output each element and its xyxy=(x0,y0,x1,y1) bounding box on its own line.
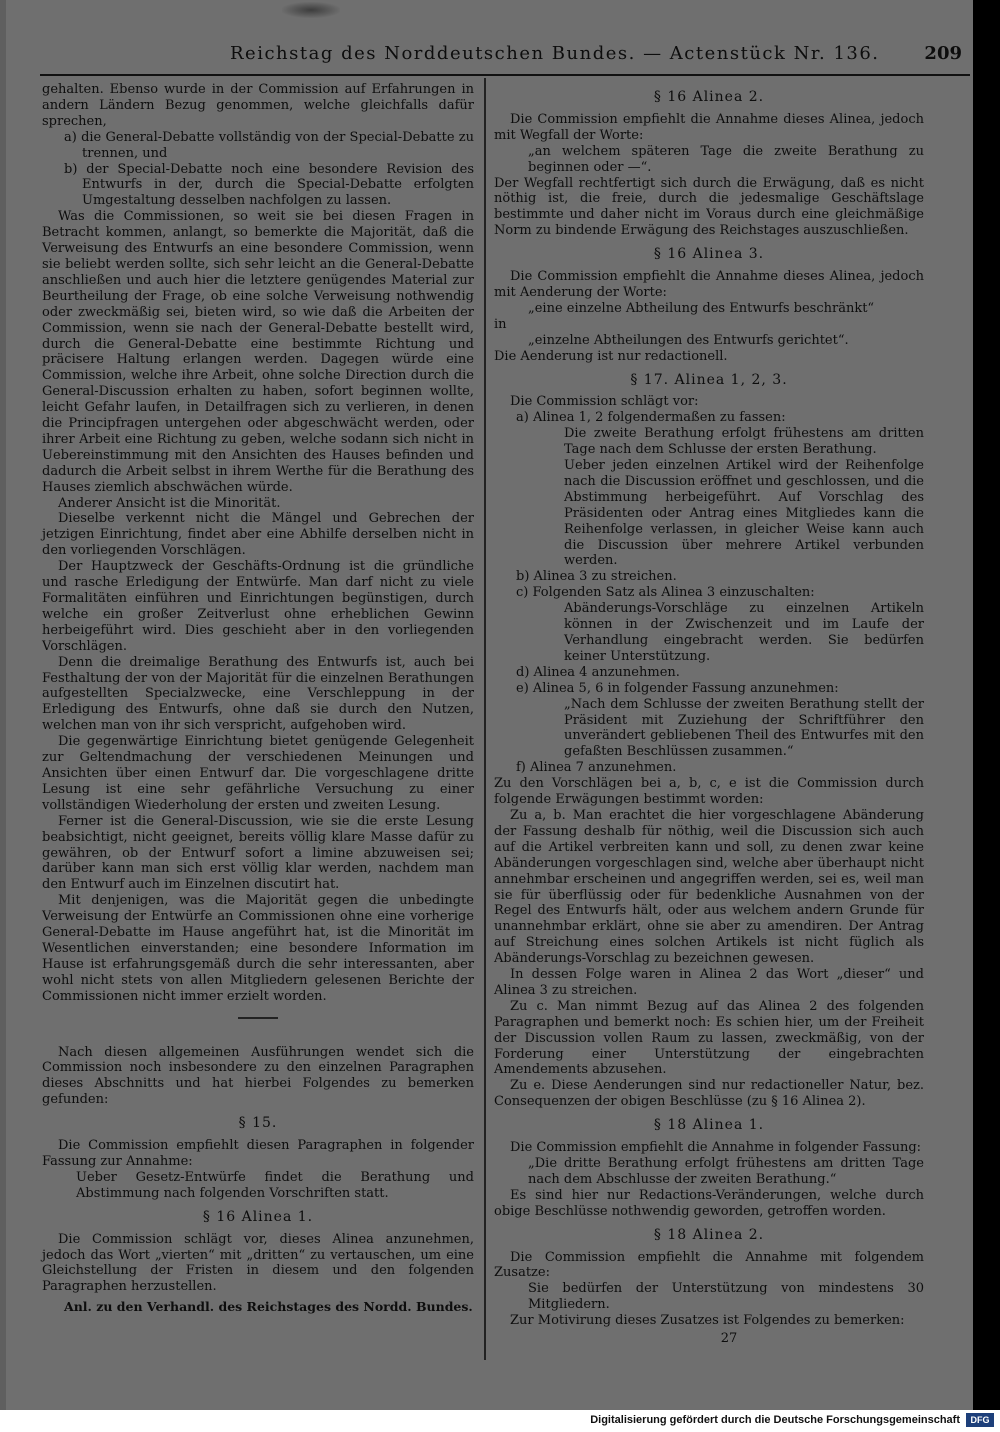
paragraph: Zur Motivirung dieses Zusatzes ist Folgendes zu bemerken: xyxy=(510,1313,905,1329)
section-separator xyxy=(238,1017,278,1019)
quoted-text: „Die dritte Berathung erfolgt frühestens am dritten Tage nach dem Abschlusse der zweiten Berathung.“ xyxy=(528,1156,924,1187)
paragraph: Der Hauptzweck der Geschäfts-Ordnung ist die gründliche und rasche Erledigung der Entwürfe. Man darf nicht zu viele Formalitäten einführen und Einrichtungen begünstigen, durch welche ein großer Zeitverlust ohne erheblichen Gewinn herbeigeführt wird. Dies geschieht aber in den vorliegenden Vorschlägen. xyxy=(42,559,474,654)
paragraph: Was die Commissionen, so weit sie bei diesen Fragen in Betracht kommen, anlangt, so bemerkte die Majorität, daß die Verweisung des Entwurfs an eine besondere Commission, wenn sie beliebt werden sollte, sich sehr leicht an die General-Debatte anschließen und auch hier die letztere genügendes Material zur Beurtheilung der Frage, ob eine solche Verweisung nothwendig oder zweckmäßig sei, bieten wird, so wie daß die Arbeiten der Commission, wenn sie nach der General-Debatte bestellt wird, durch die General-Debatte eine bestimmte Richtung und präcisere Haltung erlangen werden. Dagegen würde eine Commission, welche ihre Arbeit, ohne solche Direction durch die General-Discussion erhalten zu haben, sofort beginnen wollte, leicht Gefahr laufen, in Detailfragen sich zu verlieren, in denen die Principfragen untergehen oder abgeschwächt werden, oder ihrer Arbeit eine Richtung zu geben, welche sodann sich nicht in Uebereinstimmung mit den Ansichten des Hauses befinden und dadurch die Arbeit selbst in ihrem Werthe für die Berathung des Hauses ziemlich abschwächen würde. xyxy=(42,209,474,495)
dfg-logo-icon: DFG xyxy=(966,1413,994,1427)
scan-smudge xyxy=(282,2,340,18)
list-item: c) Folgenden Satz als Alinea 3 einzuschalten: xyxy=(516,585,815,601)
digitization-credit-bar xyxy=(0,1410,1000,1432)
paragraph: in xyxy=(494,316,507,332)
paragraph: Nach diesen allgemeinen Ausführungen wendet sich die Commission noch insbesondere zu den einzelnen Paragraphen dieses Abschnitts und hat hierbei Folgendes zu bemerken gefunden: xyxy=(42,1044,474,1108)
quoted-text: „Nach dem Schlusse der zweiten Berathung stellt der Präsident mit Zuziehung der Schriftführer den unverändert gebliebenen Theil des Entwurfes mit den gefaßten Beschlüssen zusammen.“ xyxy=(564,696,924,760)
paragraph: Die Commission empfiehlt die Annahme dieses Alinea, jedoch mit Aenderung der Worte: xyxy=(494,269,924,300)
quoted-text: Ueber jeden einzelnen Artikel wird der Reihenfolge nach die Discussion eröffnet und geschlossen, und die Abstimmung herbeigeführt. Auf Vorschlag des Präsidenten oder Antrag eines Mitgliedes kann die Reihenfolge verlassen, in gleicher Weise kann auch die Discussion über mehrere Artikel verbunden werden. xyxy=(564,458,924,569)
paragraph: Die Commission schlägt vor, dieses Alinea anzunehmen, jedoch das Wort „vierten“ mit „dritten“ zu vertauschen, um eine Gleichstellung der Fristen in diesem und den folgenden Paragraphen herzustellen. xyxy=(42,1231,474,1295)
paragraph: Der Wegfall rechtfertigt sich durch die Erwägung, daß es nicht nöthig ist, die freie, durch die jedesmalige Geschäftslage bestimmte und daher nicht im Voraus durch eine gleichmäßige Norm zu bindende Erwägung des Reichstages auszuschließen. xyxy=(494,175,924,239)
credit-text: Digitalisierung gefördert durch die Deutsche Forschungsgemeinschaft xyxy=(590,1414,960,1426)
section-heading: § 16 Alinea 2. xyxy=(653,89,765,105)
section-heading: § 16 Alinea 1. xyxy=(202,1208,314,1225)
list-item: a) die General-Debatte vollständig von der Special-Debatte zu trennen, und xyxy=(64,129,474,161)
list-item: f) Alinea 7 anzunehmen. xyxy=(516,760,677,776)
paragraph: Die Commission empfiehlt die Annahme dieses Alinea, jedoch mit Wegfall der Worte: xyxy=(494,111,924,143)
sheet-number: 27 xyxy=(720,1331,738,1347)
paragraph: Es sind hier nur Redactions-Veränderungen, welche durch obige Beschlüsse nothwendig geworden, getroffen worden. xyxy=(494,1187,924,1219)
quoted-text: Sie bedürfen der Unterstützung von mindestens 30 Mitgliedern. xyxy=(528,1281,924,1313)
list-item: b) Alinea 3 zu streichen. xyxy=(516,569,677,585)
section-heading: § 15. xyxy=(238,1115,278,1132)
paragraph: Zu c. Man nimmt Bezug auf das Alinea 2 des folgenden Paragraphen und bemerkt noch: Es schien hier, um der Freiheit der Discussion vollen Raum zu lassen, zweckmäßig, von der Forderung einer Unterstützung der eingebrachten Amendements abzusehen. xyxy=(494,998,924,1078)
quoted-text: „einzelne Abtheilungen des Entwurfs gerichtet“. xyxy=(528,332,849,348)
paragraph: Die Commission empfiehlt diesen Paragraphen in folgender Fassung zur Annahme: xyxy=(42,1138,474,1169)
page-number: 209 xyxy=(924,43,962,64)
paragraph: Dieselbe verkennt nicht die Mängel und Gebrechen der jetzigen Einrichtung, findet aber eine Abhilfe derselben nicht in den vorliegenden Vorschlägen. xyxy=(42,511,474,559)
list-item: b) der Special-Debatte noch eine besondere Revision des Entwurfs in der, durch die Special-Debatte erfolgten Umgestaltung desselben nachfolgen zu lassen. xyxy=(64,161,474,209)
paragraph: Die Commission empfiehlt die Annahme mit folgendem Zusatze: xyxy=(494,1249,924,1281)
paragraph: Mit denjenigen, was die Majorität gegen die unbedingte Verweisung der Entwürfe an Commissionen ohne eine vorherige General-Debatte im Hause angeführt hat, ist die Minorität im Wesentlichen einverstanden; eine besondere Information im Hause ist erfahrungsgemäß durch die sehr interessanten, aber wohl nicht stets von allen Mitgliedern gelesenen Berichte der Commissionen nicht immer erzielt worden. xyxy=(42,893,474,1004)
quoted-text: Die zweite Berathung erfolgt frühestens am dritten Tage nach dem Schlusse der ersten Berathung. xyxy=(564,426,924,458)
quoted-text: „an welchem späteren Tage die zweite Berathung zu beginnen oder —“. xyxy=(528,143,924,175)
paragraph: Die Commission schlägt vor: xyxy=(510,394,699,410)
footer-note: Anl. zu den Verhandl. des Reichstages des Nordd. Bundes. xyxy=(64,1299,473,1315)
scan-left-edge xyxy=(0,0,6,1410)
scan-right-edge xyxy=(973,0,1000,1410)
left-column xyxy=(42,82,474,1315)
list-item: e) Alinea 5, 6 in folgender Fassung anzunehmen: xyxy=(516,680,839,696)
paragraph: Denn die dreimalige Berathung des Entwurfs ist, auch bei Festhaltung der von der Majorität für die einzelnen Berathungen aufgestellten Specialzwecke, eine Verschleppung in der Erledigung des Entwurfs, ohne daß sie durch den Nutzen, welchen man von ihr sich verspricht, aufgehoben wird. xyxy=(42,654,474,734)
paragraph: Zu e. Diese Aenderungen sind nur redactioneller Natur, bez. Consequenzen der obigen Beschlüsse (zu § 16 Alinea 2). xyxy=(494,1078,924,1110)
paragraph: Zu den Vorschlägen bei a, b, c, e ist die Commission durch folgende Erwägungen bestimmt worden: xyxy=(494,776,924,808)
quoted-text: „eine einzelne Abtheilung des Entwurfs beschränkt“ xyxy=(528,300,875,316)
running-header xyxy=(40,40,970,68)
paragraph: Die Aenderung ist nur redactionell. xyxy=(494,348,728,364)
paragraph: Die gegenwärtige Einrichtung bietet genügende Gelegenheit zur Geltendmachung der verschiedenen Meinungen und Ansichten über einen Entwurf dar. Die vorgeschlagene dritte Lesung ist eine sehr gefährliche Versuchung zu einer vollständigen Wiederholung der ersten und zweiten Lesung. xyxy=(42,734,474,813)
paragraph: In dessen Folge waren in Alinea 2 das Wort „dieser“ und Alinea 3 zu streichen. xyxy=(494,967,924,998)
quoted-text: Abänderungs-Vorschläge zu einzelnen Artikeln können in der Zwischenzeit und im Laufe der Verhandlung eingebracht werden. Sie bedürfen keiner Unterstützung. xyxy=(564,601,924,664)
paragraph: Zu a, b. Man erachtet die hier vorgeschlagene Abänderung der Fassung deshalb für nöthig, weil die Discussion sich auch auf die Artikel verbreiten kann und soll, zu denen zwar keine Abänderungen vorgeschlagen sind, welche aber überhaupt nicht annehmbar erscheinen und angegriffen werden, sei es, weil man sie für überflüssig oder für bedenkliche Ausnahmen von der Regel des Entwurfs hält, oder aus welchem andern Grunde für unannehmbar erklärt, ohne sie aber zu amendiren. Der Antrag auf Streichung eines solchen Artikels ist nicht füglich als Abänderungs-Vorschlag zu bezeichnen gewesen. xyxy=(494,807,924,967)
header-rule xyxy=(40,74,970,76)
section-heading: § 18 Alinea 2. xyxy=(653,1226,765,1243)
paragraph: Die Commission empfiehlt die Annahme in folgender Fassung: xyxy=(510,1140,922,1156)
header-title: Reichstag des Norddeutschen Bundes. — Actenstück Nr. 136. xyxy=(230,43,880,64)
list-item: a) Alinea 1, 2 folgendermaßen zu fassen: xyxy=(516,410,786,426)
paragraph: Ferner ist die General-Discussion, wie sie die erste Lesung beabsichtigt, nicht geeignet, bereits völlig klare Masse dafür zu gewähren, ob der Entwurf sofort a limine abzuweisen sei; darüber kann man sich erst völlig klar werden, nachdem man den Entwurf auch im Einzelnen discutirt hat. xyxy=(42,813,474,893)
paragraph: gehalten. Ebenso wurde in der Commission auf Erfahrungen in andern Ländern Bezug genommen, welche gleichfalls dafür sprechen, xyxy=(42,82,474,129)
list-item: d) Alinea 4 anzunehmen. xyxy=(516,664,680,680)
section-heading: § 16 Alinea 3. xyxy=(653,246,765,263)
quoted-text: Ueber Gesetz-Entwürfe findet die Berathung und Abstimmung nach folgenden Vorschriften statt. xyxy=(76,1169,474,1201)
right-column xyxy=(494,82,924,1347)
section-heading: § 17. Alinea 1, 2, 3. xyxy=(630,371,788,388)
column-rule xyxy=(484,78,486,1360)
paragraph: Anderer Ansicht ist die Minorität. xyxy=(58,495,281,511)
section-heading: § 18 Alinea 1. xyxy=(653,1117,765,1134)
